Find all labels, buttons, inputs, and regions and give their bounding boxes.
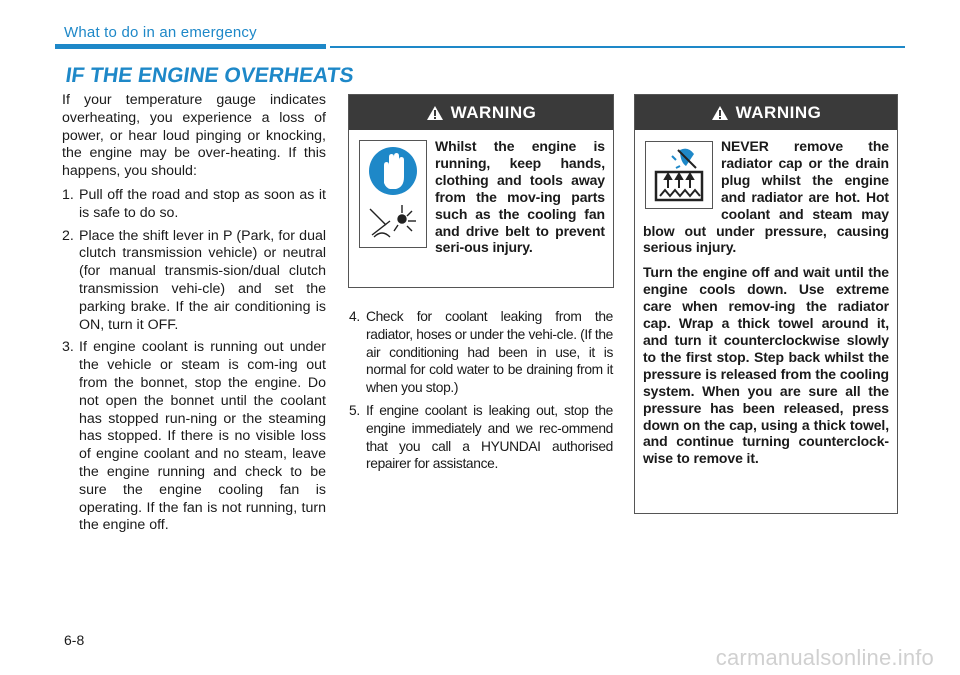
warning-label: WARNING bbox=[450, 102, 537, 122]
steps-list-right bbox=[349, 308, 613, 473]
steps-list-left bbox=[62, 187, 326, 535]
warning-header bbox=[349, 95, 613, 130]
left-column bbox=[62, 92, 326, 540]
chapter-title: What to do in an emergency bbox=[64, 24, 257, 41]
header-rule-thin bbox=[330, 46, 905, 48]
warning-label: WARNING bbox=[735, 102, 822, 122]
middle-column bbox=[349, 308, 613, 478]
header-rule-thick bbox=[55, 44, 326, 49]
warning-text: NEVER remove the radiator cap or the drain plug whilst the engine and radiator are hot. Hot coolant and steam may blow out under pressure, causing serious injury. bbox=[643, 138, 889, 256]
hot-radiator-icon bbox=[645, 141, 713, 209]
page-number: 6-8 bbox=[64, 632, 85, 648]
warning-box-fan bbox=[348, 94, 614, 288]
warning-text: Whilst the engine is running, keep hands, clothing and tools away from the mov-ing parts such as the cooling fan and drive belt to prevent seri-ous injury. bbox=[435, 138, 605, 256]
watermark: carmanualsonline.info bbox=[715, 645, 934, 670]
warning-header bbox=[635, 95, 897, 130]
warning-box-radiator bbox=[634, 94, 898, 514]
intro-paragraph: If your temperature gauge indicates overheating, you experience a loss of power, or hear loud pinging or knocking, the engine may be over-heating. If this happens, you should: bbox=[62, 92, 326, 180]
section-title: IF THE ENGINE OVERHEATS bbox=[64, 64, 356, 87]
warning-triangle-icon bbox=[426, 105, 444, 121]
step-item: 1. Pull off the road and stop as soon as it is safe to do so. bbox=[62, 186, 326, 221]
step-item: 4. Check for coolant leaking from the radiator, hoses or under the vehi-cle. (If the air conditioning had been in use, it is normal for cold water to be draining from it when you stop.) bbox=[349, 309, 613, 396]
warning-text: Turn the engine off and wait until the engine cools down. Use extreme care when remov-ing the radiator cap. Wrap a thick towel around it, and turn it counterclockwise slowly to the first stop. Step back whilst the pressure is released from the cooling system. When you are sure all the pressure has been released, press down on the cap, using a thick towel, and continue turning counterclock-wise to remove it. bbox=[643, 264, 889, 467]
hand-stop-fan-icon bbox=[359, 140, 427, 248]
step-item: 5. If engine coolant is leaking out, stop the engine immediately and we rec-ommend that you call a HYUNDAI authorised repairer for assistance. bbox=[349, 402, 613, 472]
step-item: 2. Place the shift lever in P (Park, for dual clutch transmission vehicle) or neutral (for manual transmis-sion/dual clutch transmission vehi-cle) and set the parking brake. If the air conditioning is ON, turn it OFF. bbox=[62, 227, 326, 333]
warning-triangle-icon bbox=[711, 105, 729, 121]
step-item: 3. If engine coolant is running out under the vehicle or steam is com-ing out from the bonnet, stop the engine. Do not open the bonnet until the coolant has stopped run-ning or the steaming has stopped. If there is no visible loss of engine coolant and no steam, leave the engine running and check to be sure the engine cooling fan is operating. If the fan is not running, turn the engine off. bbox=[62, 339, 326, 534]
